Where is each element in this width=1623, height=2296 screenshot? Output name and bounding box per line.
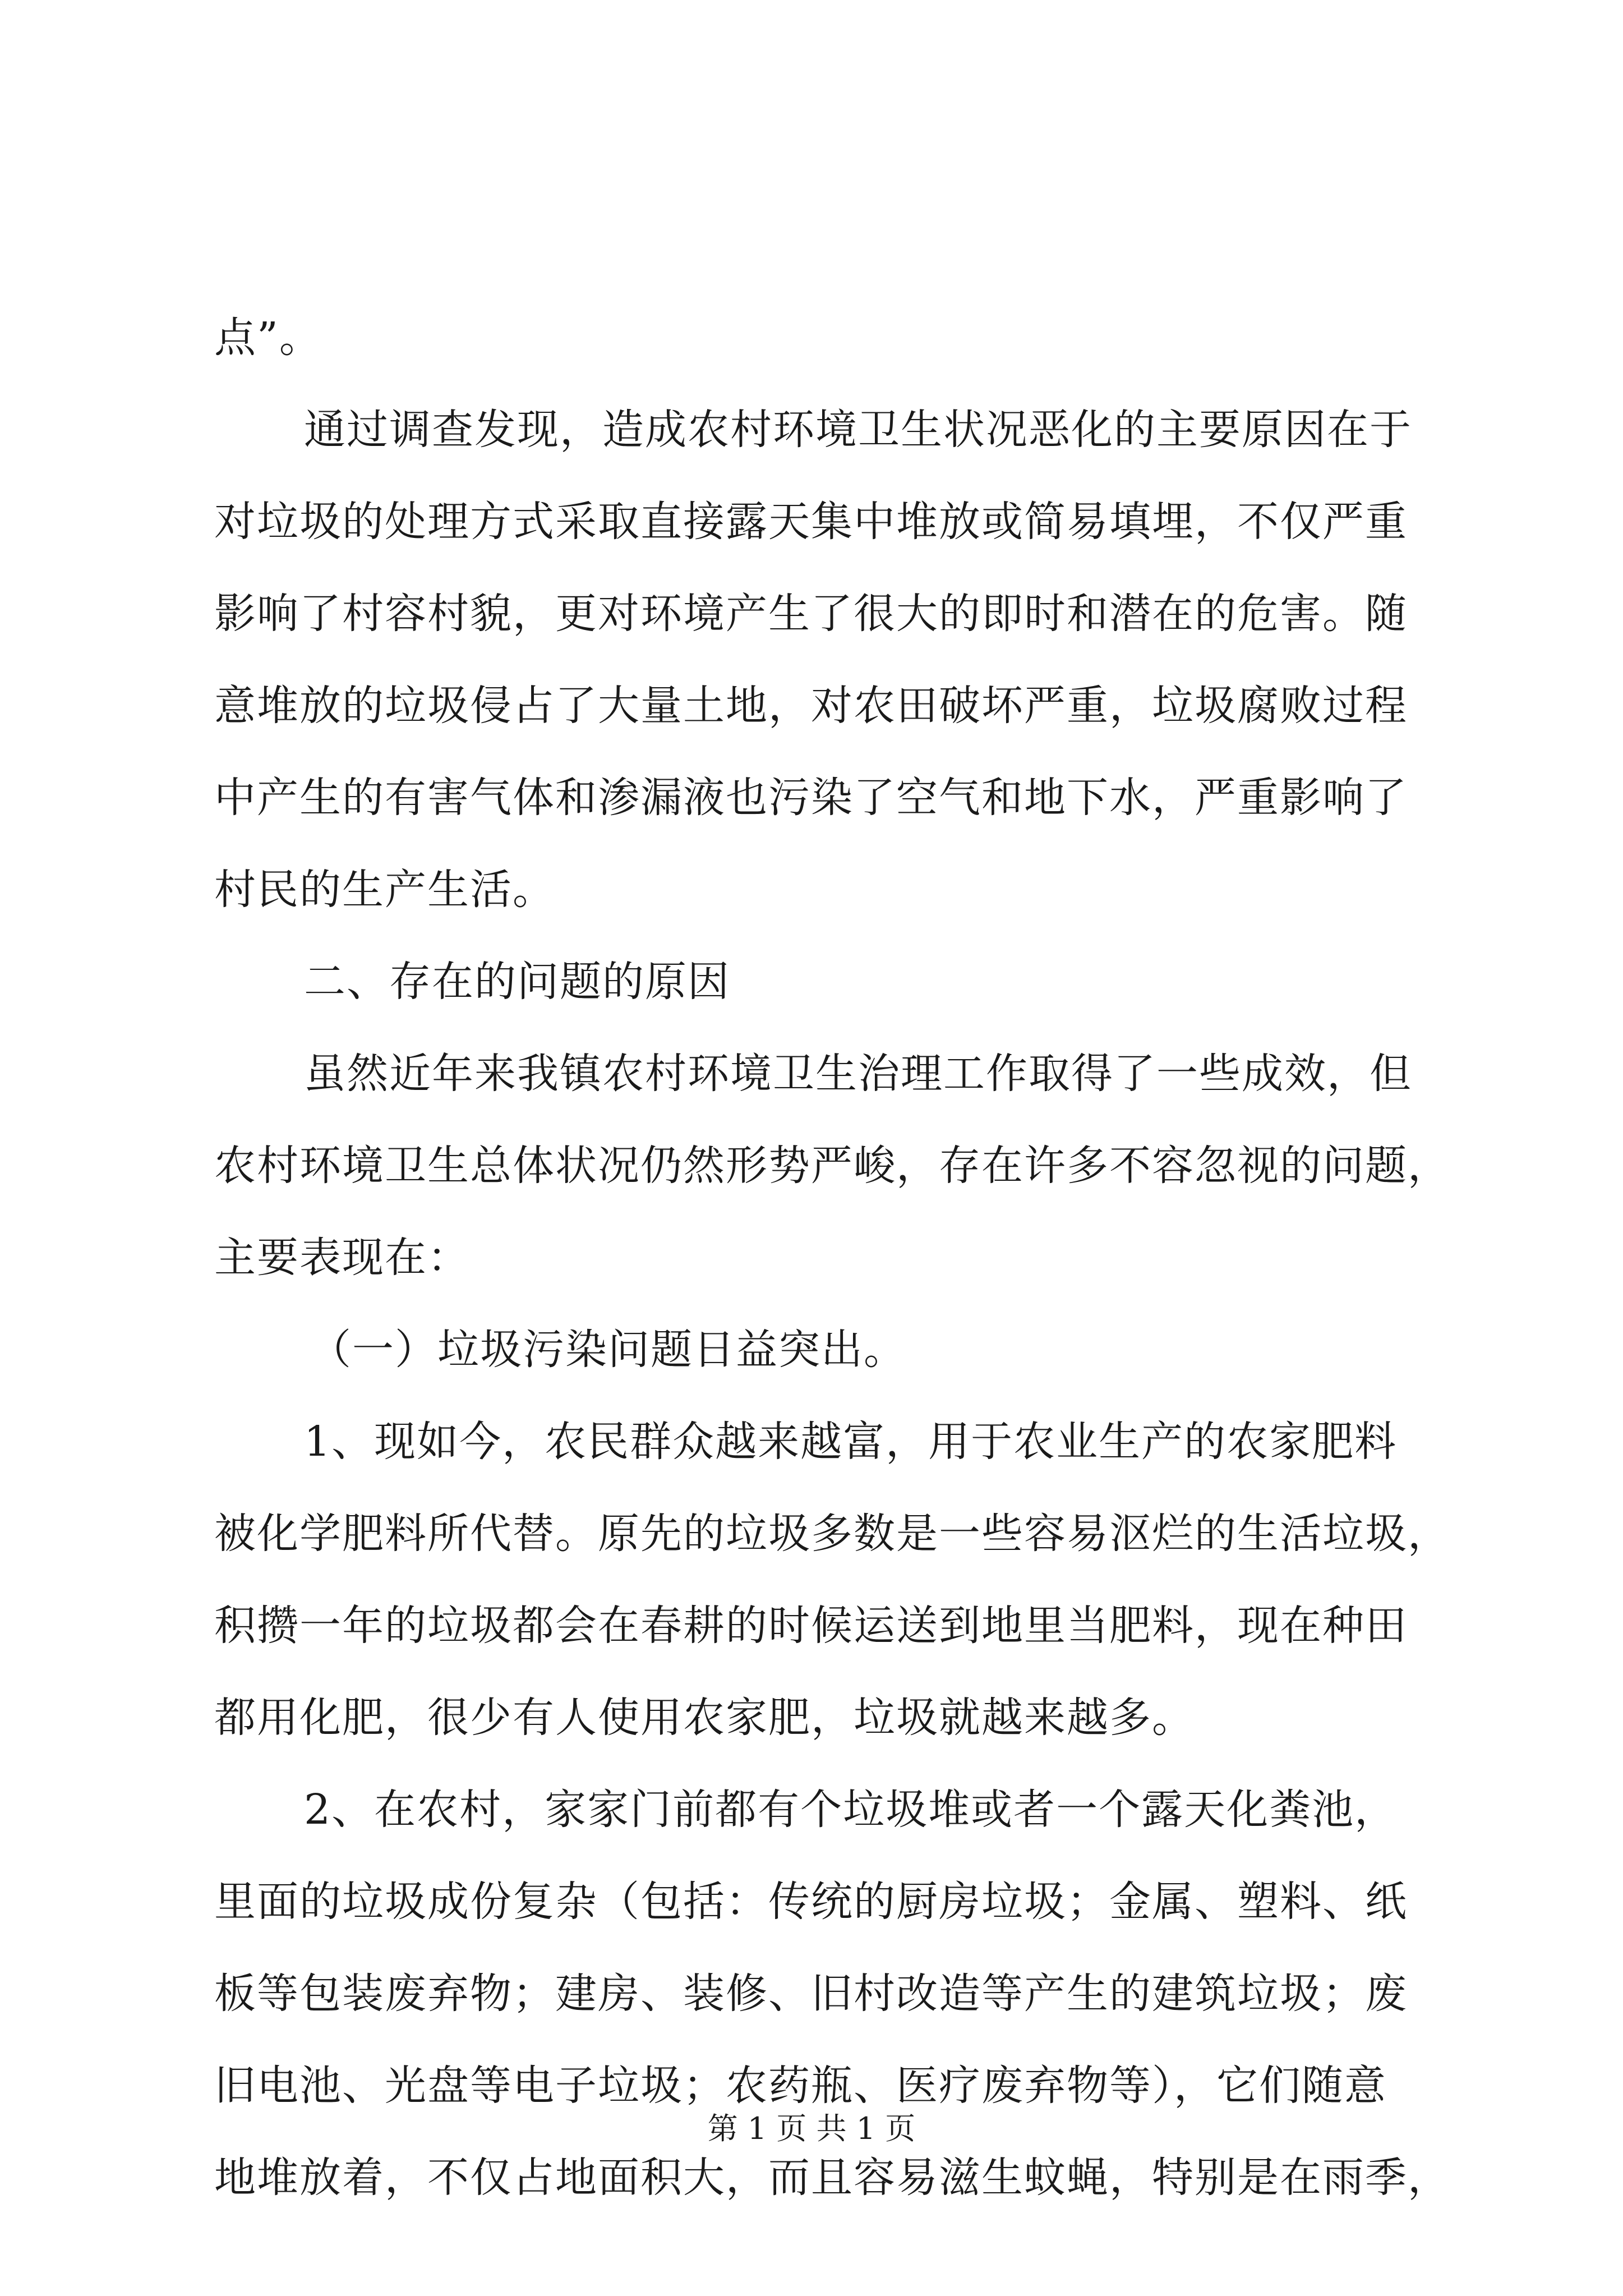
text-line: 虽然近年来我镇农村环境卫生治理工作取得了一些成效，但 xyxy=(304,1050,1412,1098)
text-line: 旧电池、光盘等电子垃圾；农药瓶、医疗废弃物等），它们随意 xyxy=(214,2062,1387,2110)
subsection-heading: （一）垃圾污染问题日益突出。 xyxy=(310,1326,906,1374)
text-line: 点”。 xyxy=(214,314,322,362)
text-line: 被化学肥料所代替。原先的垃圾多数是一些容易沤烂的生活垃圾， xyxy=(214,1510,1450,1558)
text-line: 通过调查发现，造成农村环境卫生状况恶化的主要原因在于 xyxy=(304,406,1412,454)
text-line: 村民的生产生活。 xyxy=(214,866,555,914)
text-line: 板等包装废弃物；建房、装修、旧村改造等产生的建筑垃圾；废 xyxy=(214,1970,1408,2018)
text-line: 积攒一年的垃圾都会在春耕的时候运送到地里当肥料，现在种田 xyxy=(214,1602,1408,1650)
text-line: 对垃圾的处理方式采取直接露天集中堆放或简易填埋，不仅严重 xyxy=(214,498,1408,546)
text-line: 影响了村容村貌，更对环境产生了很大的即时和潜在的危害。随 xyxy=(214,590,1408,638)
text-line: 地堆放着，不仅占地面积大，而且容易滋生蚊蝇，特别是在雨季， xyxy=(214,2154,1450,2202)
text-line: 农村环境卫生总体状况仍然形势严峻，存在许多不容忽视的问题， xyxy=(214,1142,1450,1190)
text-line: 中产生的有害气体和渗漏液也污染了空气和地下水，严重影响了 xyxy=(214,774,1408,822)
section-heading: 二、存在的问题的原因 xyxy=(304,958,730,1006)
text-line: 2、在农村，家家门前都有个垃圾堆或者一个露天化粪池， xyxy=(304,1786,1398,1834)
text-line: 主要表现在： xyxy=(214,1234,470,1282)
text-line: 1、现如今，农民群众越来越富，用于农业生产的农家肥料 xyxy=(304,1418,1398,1466)
document-body xyxy=(214,292,1450,2224)
text-line: 意堆放的垃圾侵占了大量土地，对农田破坏严重，垃圾腐败过程 xyxy=(214,682,1408,730)
text-line: 里面的垃圾成份复杂（包括：传统的厨房垃圾；金属、塑料、纸 xyxy=(214,1878,1408,1926)
text-line: 都用化肥，很少有人使用农家肥，垃圾就越来越多。 xyxy=(214,1694,1195,1742)
page-footer: 第 1 页 共 1 页 xyxy=(707,2111,916,2146)
